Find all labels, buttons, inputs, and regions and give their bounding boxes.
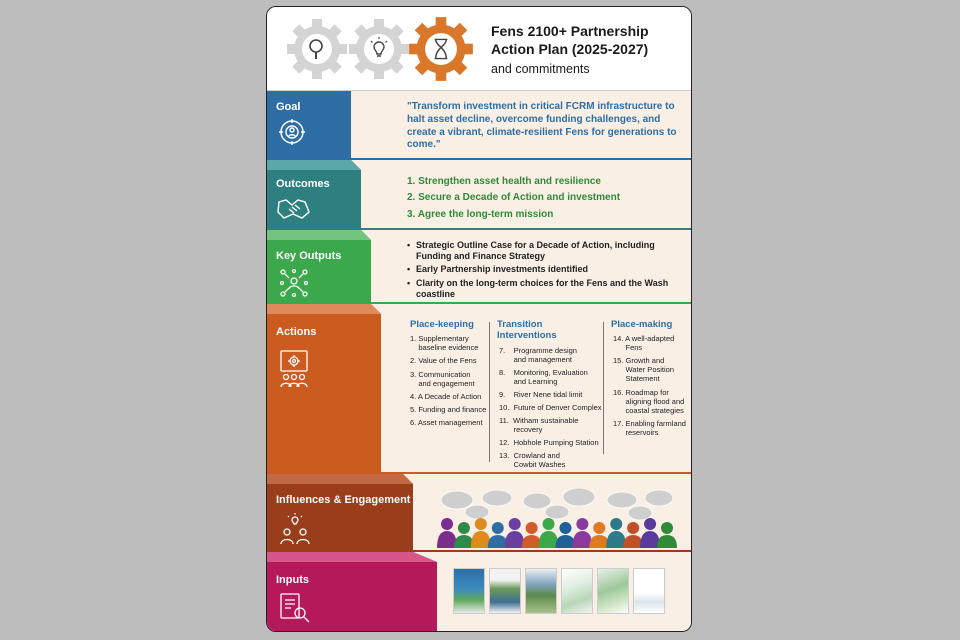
document-cover-6 bbox=[633, 568, 665, 614]
person-silhouette bbox=[640, 531, 660, 548]
column-heading-place-making: Place-making bbox=[611, 319, 673, 330]
action-item: 5. Funding and finance bbox=[410, 405, 487, 414]
action-item: 1. Supplementary baseline evidence bbox=[410, 334, 479, 352]
goal-label: Goal bbox=[276, 101, 301, 113]
person-silhouette bbox=[475, 518, 487, 530]
person-silhouette bbox=[606, 531, 626, 548]
person-silhouette bbox=[644, 518, 656, 530]
action-item: 6. Asset management bbox=[410, 418, 483, 427]
output-item-3: • Clarity on the long-term choices for the Fens and the Wash coastline bbox=[407, 278, 677, 300]
actions-band bbox=[267, 304, 692, 474]
goal-statement: "Transform investment in critical FCRM infrastructure to halt asset decline, overcome funding challenges, and create a vibrant, climate-resilient Fens for generations to come." bbox=[407, 101, 677, 151]
key-outputs-band bbox=[267, 230, 692, 304]
column-divider bbox=[603, 322, 604, 454]
inputs-label: Inputs bbox=[276, 574, 309, 586]
person-silhouette bbox=[627, 522, 639, 534]
hourglass-icon bbox=[407, 15, 475, 83]
person-silhouette bbox=[657, 535, 677, 548]
title-line-1: Fens 2100+ Partnership bbox=[491, 23, 649, 39]
person-silhouette bbox=[441, 518, 453, 530]
outcome-item-1: 1. Strengthen asset health and resilience bbox=[407, 176, 601, 187]
outcome-item-2: 2. Secure a Decade of Action and investment bbox=[407, 192, 621, 203]
person-silhouette bbox=[661, 522, 673, 534]
column-heading-place-keeping: Place-keeping bbox=[410, 319, 474, 330]
lightbulb-icon bbox=[347, 17, 411, 81]
person-silhouette bbox=[458, 522, 470, 534]
person-silhouette bbox=[526, 522, 538, 534]
goal-band bbox=[267, 91, 692, 160]
person-silhouette bbox=[572, 531, 592, 548]
person-silhouette bbox=[505, 531, 525, 548]
action-item: 14. A well-adapted Fens bbox=[613, 334, 675, 352]
column-divider bbox=[489, 322, 490, 462]
action-item: 7. Programme design and management bbox=[499, 346, 577, 364]
person-silhouette bbox=[593, 522, 605, 534]
title-line-2: Action Plan (2025-2027) bbox=[491, 41, 649, 57]
output-item-1: • Strategic Outline Case for a Decade of Action, including Funding and Finance Strategy bbox=[407, 240, 677, 262]
person-silhouette bbox=[492, 522, 504, 534]
person-silhouette bbox=[509, 518, 521, 530]
action-item: 4. A Decade of Action bbox=[410, 392, 482, 401]
document-cover-3 bbox=[525, 568, 557, 614]
person-silhouette bbox=[559, 522, 571, 534]
document-cover-2 bbox=[489, 568, 521, 614]
person-silhouette bbox=[610, 518, 622, 530]
action-plan-infographic bbox=[266, 6, 692, 632]
action-item: 11. Witham sustainable recovery bbox=[499, 416, 579, 434]
action-item: 15. Growth and Water Position Statement bbox=[613, 356, 674, 383]
action-item: 13. Crowland and Cowbit Washes bbox=[499, 451, 566, 469]
key-outputs-label: Key Outputs bbox=[276, 250, 342, 262]
action-item: 10. Future of Denver Complex bbox=[499, 403, 602, 412]
header bbox=[267, 7, 692, 91]
actions-label: Actions bbox=[276, 326, 317, 338]
outcomes-band bbox=[267, 160, 692, 230]
person-silhouette bbox=[576, 518, 588, 530]
document-cover-5 bbox=[597, 568, 629, 614]
crowd-illustration bbox=[437, 488, 677, 553]
outcome-item-3: 3. Agree the long-term mission bbox=[407, 209, 554, 220]
document-cover-1 bbox=[453, 568, 485, 614]
person-silhouette bbox=[543, 518, 555, 530]
person-silhouette bbox=[437, 531, 457, 548]
inputs-band bbox=[267, 552, 692, 632]
action-item: 2. Value of the Fens bbox=[410, 356, 477, 365]
outcomes-label: Outcomes bbox=[276, 178, 330, 190]
output-item-2: • Early Partnership investments identified bbox=[407, 264, 677, 275]
person-silhouette bbox=[471, 531, 491, 548]
action-item: 17. Enabling farmland reservoirs bbox=[613, 419, 686, 437]
person-silhouette bbox=[539, 531, 559, 548]
influences-band bbox=[267, 474, 692, 552]
action-item: 12. Hobhole Pumping Station bbox=[499, 438, 599, 447]
action-item: 3. Communication and engagement bbox=[410, 370, 475, 388]
column-heading-transition-interventions: Transition Interventions bbox=[497, 319, 557, 341]
action-item: 9. River Nene tidal limit bbox=[499, 390, 583, 399]
title-line-3: and commitments bbox=[491, 62, 590, 76]
action-item: 8. Monitoring, Evaluation and Learning bbox=[499, 368, 588, 386]
document-cover-4 bbox=[561, 568, 593, 614]
influences-label: Influences & Engagement bbox=[276, 494, 411, 506]
action-item: 16. Roadmap for aligning flood and coastal strategies bbox=[613, 388, 685, 415]
magnifier-icon bbox=[285, 17, 349, 81]
